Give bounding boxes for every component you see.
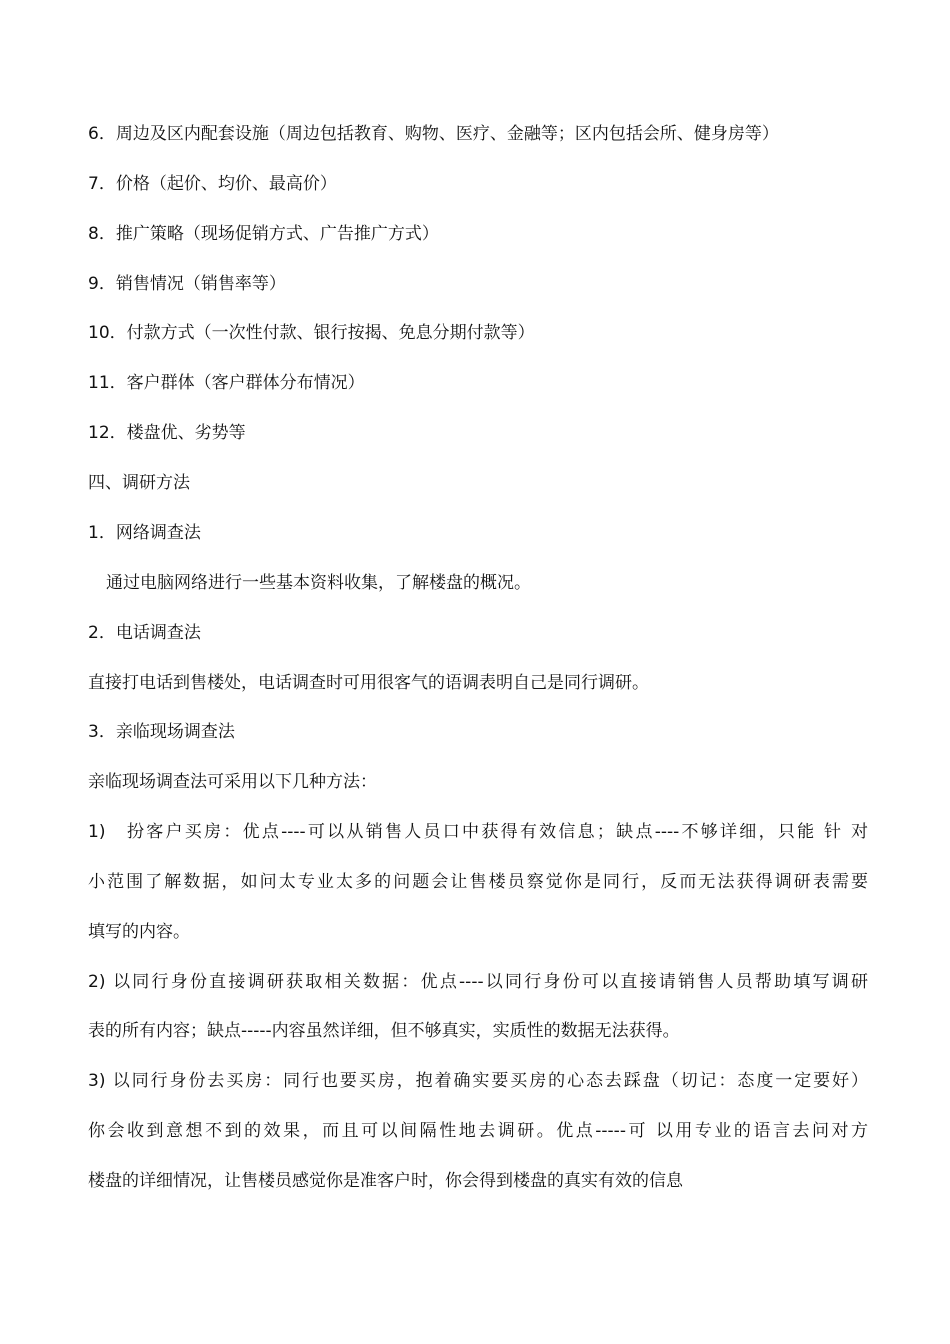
option-3-line-1: 3) 以同行身份去买房：同行也要买房，抱着确实要买房的心态去踩盘（切记：态度一定要好）: [88, 1071, 868, 1091]
option-3-line-3: 楼盘的详细情况，让售楼员感觉你是准客户时，你会得到楼盘的真实有效的信息: [88, 1171, 683, 1191]
method-3-heading: 3．亲临现场调查法: [88, 722, 235, 742]
method-1-heading: 1．网络调查法: [88, 523, 201, 543]
method-2-heading: 2．电话调查法: [88, 623, 201, 643]
method-1-body: 通过电脑网络进行一些基本资料收集，了解楼盘的概况。: [106, 573, 531, 593]
item-7-price: 7．价格（起价、均价、最高价）: [88, 174, 337, 194]
item-11-customers: 11．客户群体（客户群体分布情况）: [88, 373, 365, 393]
method-2-body: 直接打电话到售楼处，电话调查时可用很客气的语调表明自己是同行调研。: [88, 673, 649, 693]
option-1-line-1: 1) 扮客户买房：优点----可以从销售人员口中获得有效信息；缺点----不够详细，只能 针 对: [88, 822, 868, 842]
item-10-payment: 10．付款方式（一次性付款、银行按揭、免息分期付款等）: [88, 323, 535, 343]
option-1-line-2: 小范围了解数据，如问太专业太多的问题会让售楼员察觉你是同行，反而无法获得调研表需要: [88, 872, 868, 892]
option-2-line-1: 2) 以同行身份直接调研获取相关数据：优点----以同行身份可以直接请销售人员帮助填写调研: [88, 972, 868, 992]
option-2-line-2: 表的所有内容；缺点-----内容虽然详细，但不够真实，实质性的数据无法获得。: [88, 1021, 680, 1041]
item-6-facilities: 6．周边及区内配套设施（周边包括教育、购物、医疗、金融等；区内包括会所、健身房等）: [88, 124, 779, 144]
section-heading-methods: 四、调研方法: [88, 473, 190, 493]
item-8-promotion: 8．推广策略（现场促销方式、广告推广方式）: [88, 224, 439, 244]
item-12-pros-cons: 12．楼盘优、劣势等: [88, 423, 246, 443]
item-9-sales: 9．销售情况（销售率等）: [88, 274, 286, 294]
method-3-intro: 亲临现场调查法可采用以下几种方法：: [88, 772, 377, 792]
option-3-line-2: 你会收到意想不到的效果，而且可以间隔性地去调研。优点-----可 以用专业的语言去问对方: [88, 1121, 868, 1141]
option-1-line-3: 填写的内容。: [88, 922, 190, 942]
